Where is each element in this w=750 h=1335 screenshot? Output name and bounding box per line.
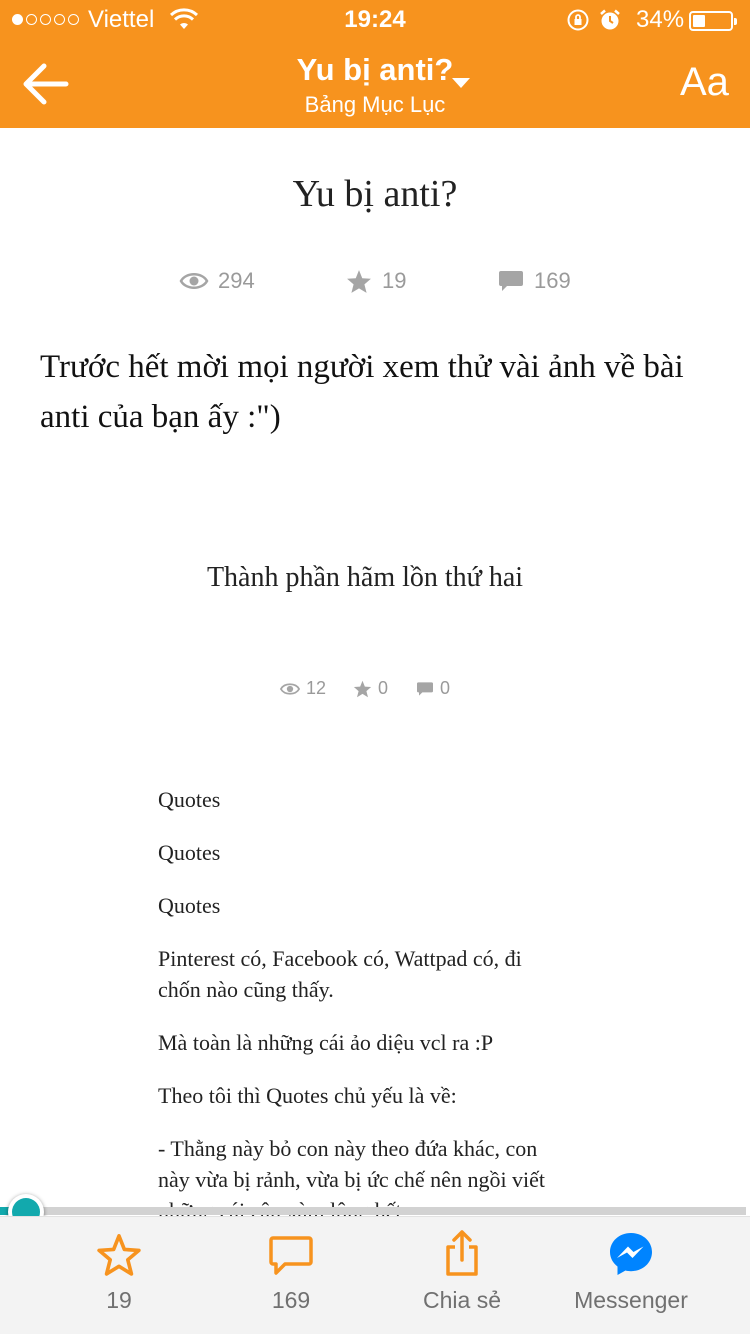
embedded-comments-stat bbox=[416, 678, 450, 699]
messenger-label: Messenger bbox=[574, 1287, 688, 1313]
paragraph: Theo tôi thì Quotes chủ yếu là về: bbox=[158, 1083, 457, 1108]
part-title: Yu bị anti? bbox=[292, 173, 458, 215]
share-icon bbox=[443, 1229, 481, 1277]
progress-track bbox=[0, 1207, 746, 1215]
story-title: Yu bị anti? bbox=[296, 52, 454, 87]
embedded-votes-stat bbox=[353, 678, 388, 699]
votes-stat bbox=[346, 268, 406, 294]
battery-percent: 34% bbox=[636, 6, 685, 33]
intro-paragraph: Trước hết mời mọi người xem thử vài ảnh về bài anti của bạn ấy :") bbox=[40, 349, 684, 435]
battery-icon bbox=[689, 11, 733, 31]
paragraph: Mà toàn là những cái ảo diệu vcl ra :P bbox=[158, 1030, 494, 1055]
star-icon bbox=[353, 680, 372, 698]
table-of-contents-toggle[interactable] bbox=[200, 52, 550, 118]
paragraph: Quotes bbox=[158, 840, 221, 865]
paragraph: - Thằng này bỏ con này theo đứa khác, con này vừa bị rảnh, vừa bị ức chế nên ngồi viết bbox=[158, 1136, 546, 1192]
bottom-action-bar bbox=[0, 1216, 750, 1334]
app-header bbox=[0, 0, 750, 128]
paragraph: Quotes bbox=[158, 893, 221, 918]
star-icon bbox=[96, 1233, 142, 1277]
embedded-votes-count: 0 bbox=[378, 678, 389, 698]
comments-button[interactable] bbox=[236, 1217, 346, 1335]
comment-icon bbox=[268, 1235, 314, 1277]
embedded-views-stat bbox=[280, 678, 326, 699]
messenger-button[interactable] bbox=[566, 1217, 696, 1335]
alarm-icon bbox=[598, 8, 622, 39]
embedded-comments-count: 0 bbox=[440, 678, 451, 698]
font-settings-button[interactable]: Aa bbox=[680, 60, 729, 104]
share-label: Chia sẻ bbox=[423, 1287, 501, 1313]
back-button[interactable] bbox=[22, 62, 70, 106]
carrier-name: Viettel bbox=[88, 6, 155, 33]
comment-icon bbox=[498, 269, 524, 293]
comment-count: 169 bbox=[271, 1287, 311, 1313]
status-time: 19:24 bbox=[344, 6, 406, 33]
status-bar bbox=[0, 0, 750, 40]
embedded-views-count: 12 bbox=[306, 678, 327, 698]
chevron-down-icon[interactable] bbox=[452, 78, 470, 88]
paragraph: Pinterest có, Facebook có, Wattpad có, đi chốn nào cũng thấy. bbox=[158, 946, 522, 1002]
paragraph: Quotes bbox=[158, 787, 221, 812]
views-stat bbox=[180, 268, 255, 294]
messenger-icon bbox=[608, 1231, 654, 1277]
comment-icon bbox=[416, 681, 434, 697]
star-icon bbox=[346, 269, 372, 294]
eye-icon bbox=[180, 271, 208, 291]
embedded-image-text bbox=[158, 784, 558, 1208]
comments-stat bbox=[498, 268, 571, 294]
eye-icon bbox=[280, 682, 300, 696]
vote-button[interactable] bbox=[64, 1217, 174, 1335]
reading-progress-slider[interactable] bbox=[0, 1204, 750, 1216]
embedded-image-title: Thành phần hãm lồn thứ hai bbox=[206, 562, 524, 593]
back-arrow-icon bbox=[22, 62, 70, 106]
table-of-contents-label: Bảng Mục Lục bbox=[304, 92, 446, 117]
rotation-lock-icon bbox=[566, 8, 590, 39]
votes-count: 19 bbox=[382, 268, 407, 293]
views-count: 294 bbox=[218, 268, 255, 293]
vote-count: 19 bbox=[106, 1287, 132, 1313]
comments-count: 169 bbox=[534, 268, 571, 293]
share-button[interactable] bbox=[402, 1217, 522, 1335]
